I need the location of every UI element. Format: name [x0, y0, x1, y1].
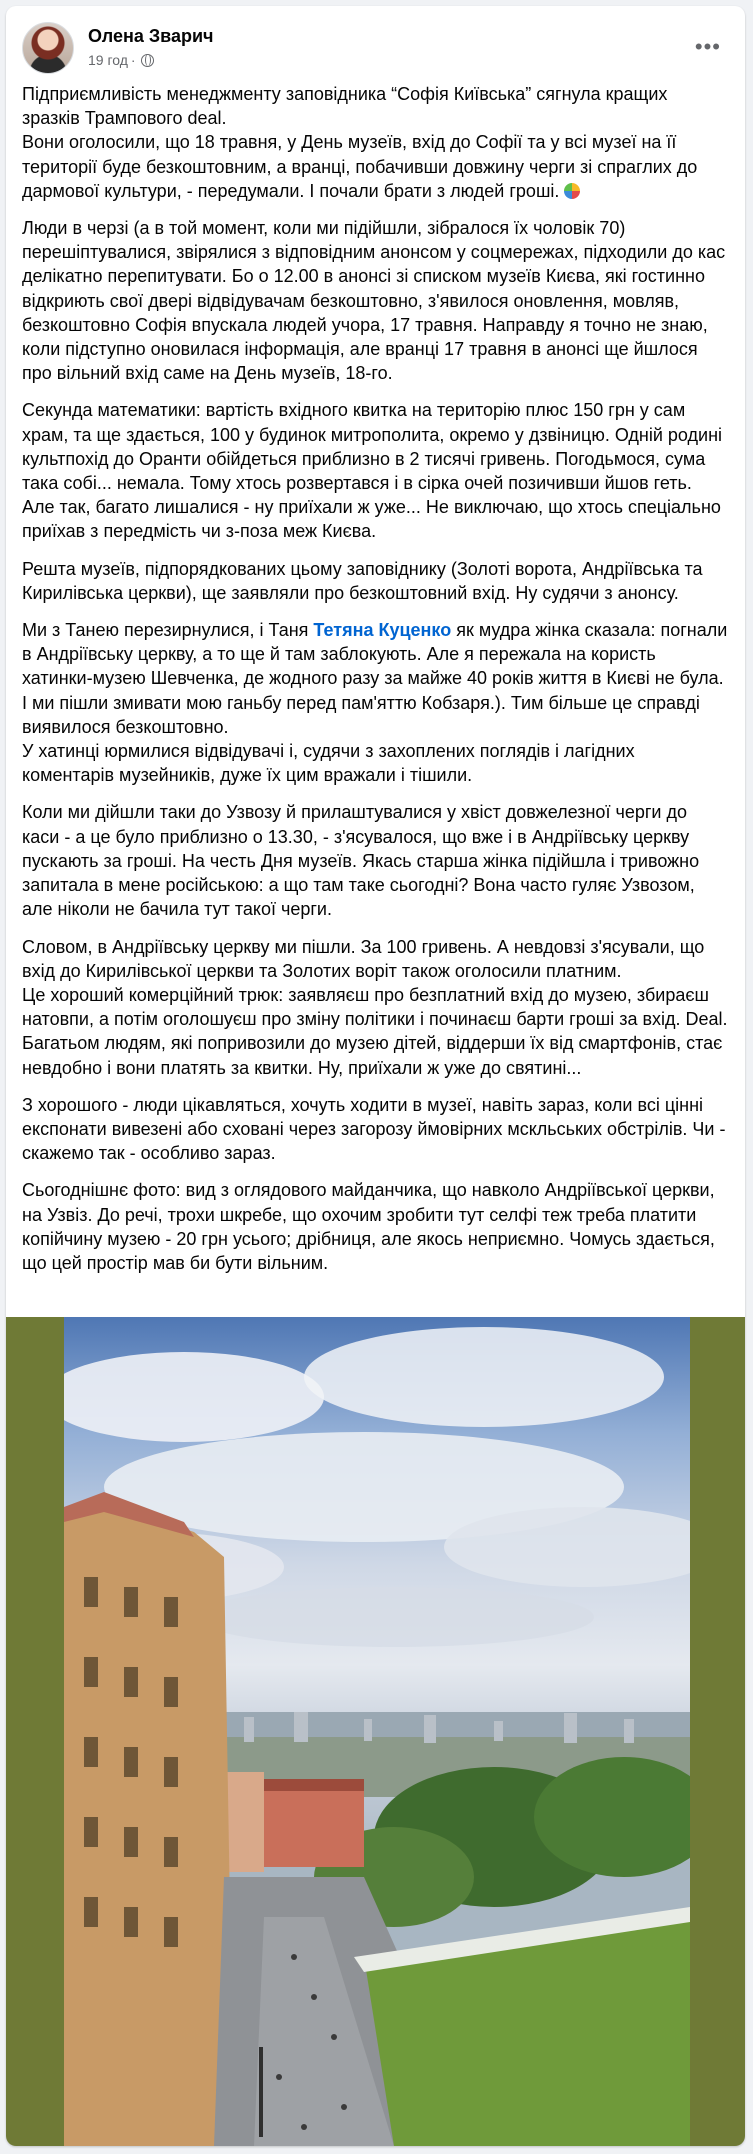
post-time[interactable]: 19 год	[88, 52, 128, 68]
paragraph-6: Коли ми дійшли таки до Узвозу й прилаштувалися у хвіст довжелезної черги до каси - а це було приблизно о 13.30, - з'ясувалося, що вже і в Андріївську церкву пускають за гроші. На честь Дня музеїв. Якась старша жінка підійшла і тривожно запитала в мене російською: а що там таке сьогодні? Вона часто гуляє Узвозом, але ніколи не бачила тут такої черги.	[22, 802, 700, 920]
laughing-emoji-icon	[564, 183, 580, 199]
post-meta	[88, 52, 154, 68]
paragraph-5	[22, 618, 728, 787]
paragraph-8: З хорошого - люди цікавляться, хочуть ходити в музеї, навіть зараз, коли всі цінні експонати вивезені або сховані через загорозу ймовірних мскльських обстрілів. Чи - скажемо так - особливо зараз.	[22, 1094, 726, 1164]
more-horizontal-icon[interactable]: •••	[694, 34, 721, 59]
author-name[interactable]: Олена Зварич	[88, 26, 214, 46]
author-avatar[interactable]	[22, 22, 74, 74]
paragraph-9: Сьогоднішнє фото: вид з оглядового майданчика, що навколо Андріївської церкви, на Узвіз. До речі, трохи шкребе, що охочим зробити тут селфі теж треба платити копійчину музею - 20 грн усього; дрібниця, але якось неприємно. Чомусь здається, що цей простір мав би бути вільним.	[22, 1180, 715, 1273]
paragraph-5-start: Ми з Танею перезирнулися, і Таня	[22, 620, 314, 641]
paragraph-7-line-2: Це хороший комерційний трюк: заявляєш про безплатний вхід до музею, збираєш натовпи, а потім оголошуєш про зміну політики і починаєш барти гроші за вхід. Deal. Багатьом людям, які попривозили до музею дітей, віддерши їх від смартфонів, стає невдобно і вони платять за квитки. Ну, приїхали ж уже до святині...	[22, 984, 728, 1078]
paragraph-2: Люди в черзі (а в той момент, коли ми підійшли, зібралося їх чоловік 70) перешіптувалися, звірялися з відповідним анонсом у соцмережах, підходили до кас делікатно перепитувати. Бо о 12.00 в анонсі зі списком музеїв Києва, які гостинно відкриють свої двері відвідувачам безкоштовно, з'явилося оновлення, мовляв, безкоштовно Софія впускала людей учора, 17 травня. Направду я точно не знаю, коли підступно оновилася інформація, але вранці 17 травня в анонсі ще йшлося про вільний вхід саме на День музеїв, 18-го.	[22, 218, 726, 384]
globe-icon[interactable]	[141, 54, 154, 67]
paragraph-5-rest: як мудра жінка сказала: погнали в Андріївську церкву, а то ще й там заблокують. Але я пережала на користь хатинки-музею Шевченка, де жодного разу за майже 40 років життя в Києві не була. І ми пішли змивати мою ганьбу перед пам'яттю Кобзаря.). Тим більше це справді виявилося безкоштовно.	[22, 620, 728, 737]
paragraph-1-line-1: Підприємливість менеджменту заповідника “Софія Київська” сягнула кращих зразків Трампового deal.	[22, 84, 668, 129]
meta-separator: ·	[130, 52, 136, 68]
post-header	[22, 20, 729, 76]
paragraph-3: Секунда математики: вартість вхідного квитка на територію плюс 150 грн у сам храм, та ще здається, 100 у будинок митрополита, окремо у дзвіницю. Одній родині культпохід до Оранти обійдеться приблизно в 2 тисячі гривень. Погодьмося, сума така собі... немала. Тому хтось розвертався і в сірка очей позичивши йшов геть. Але так, багато лишалися - ну приїхали ж уже... Не виключаю, що хтось спеціально приїхав з передмість чи з-поза меж Києва.	[22, 400, 723, 542]
photo-street-view[interactable]	[64, 1317, 690, 2146]
paragraph-5-line-2: У хатинці юрмилися відвідувачі і, судячи з захоплених поглядів і лагідних коментарів музейників, дуже їх цим вражали і тішили.	[22, 741, 635, 786]
paragraph-4: Решта музеїв, підпорядкованих цьому заповіднику (Золоті ворота, Андріївська та Кирилівська церкви), ще заявляли про безкоштовний вхід. Ну судячи з анонсу.	[22, 558, 703, 603]
post-card	[6, 6, 745, 2146]
mention-link[interactable]: Тетяна Куценко	[313, 620, 452, 641]
paragraph-7-line-1: Словом, в Андріївську церкву ми пішли. За 100 гривень. А невдовзі з'ясували, що вхід до Кирилівської церкви та Золотих воріт також оголосили платним.	[22, 936, 705, 981]
post-photo[interactable]	[6, 1317, 745, 2146]
post-text	[22, 82, 728, 1288]
paragraph-7	[22, 935, 728, 1080]
paragraph-1	[22, 82, 728, 203]
paragraph-1-line-2: Вони оголосили, що 18 травня, у День музеїв, вхід до Софії та у всі музеї на її території буде безкоштовним, а вранці, побачивши довжину черги зі спраглих до дармової культури, - передумали. І почали брати з людей гроші.	[22, 132, 698, 201]
photo-illustration	[64, 1317, 690, 2146]
